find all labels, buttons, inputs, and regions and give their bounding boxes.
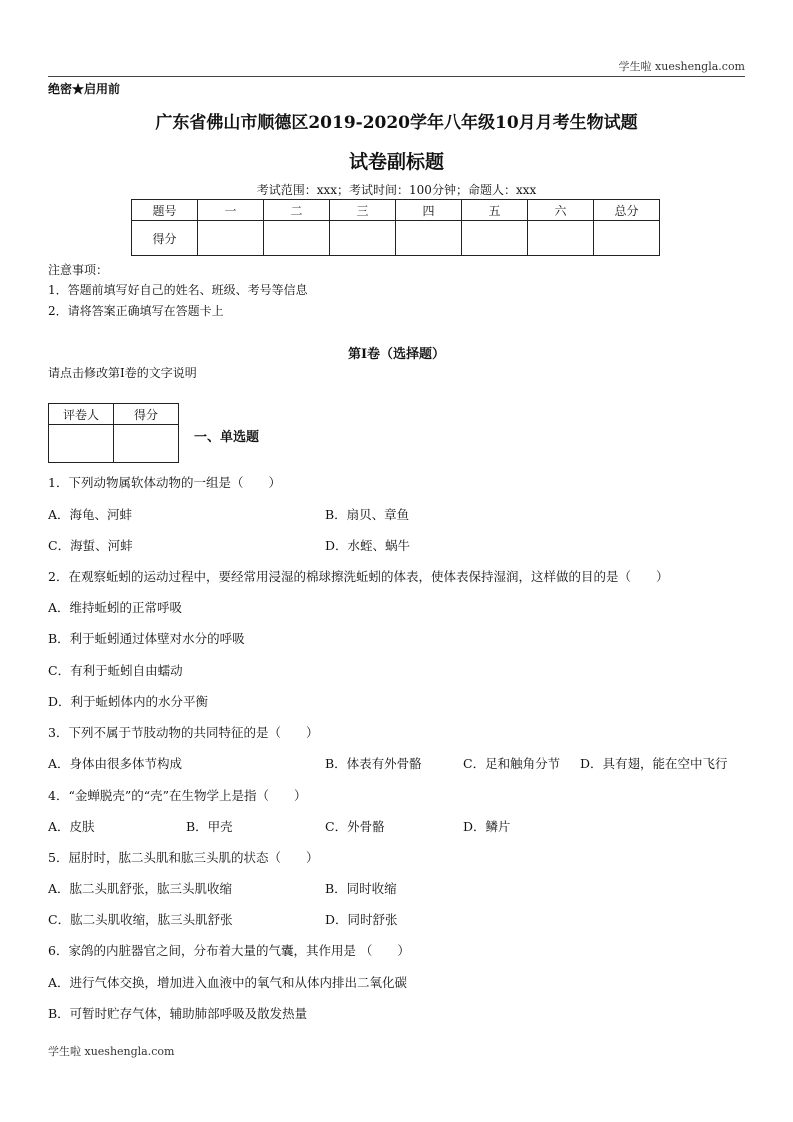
- score-cell: [198, 221, 264, 256]
- question-option: C．海蜇、河蚌: [48, 538, 133, 553]
- question-option: C．足和触角分节: [463, 756, 561, 771]
- question-stem: 1．下列动物属软体动物的一组是（ ）: [48, 475, 281, 490]
- grader-header-cell: 得分: [114, 404, 179, 425]
- grader-cell: [49, 425, 114, 463]
- question-option: A．肱二头肌舒张，肱三头肌收缩: [48, 881, 233, 896]
- exam-info: 考试范围：xxx；考试时间：100分钟；命题人：xxx: [256, 183, 537, 197]
- score-table: [131, 199, 660, 256]
- header-site: 学生啦 xueshengla.com: [618, 60, 745, 73]
- score-header-cell: 题号: [132, 200, 198, 221]
- secret-mark: 绝密★启用前: [48, 82, 121, 96]
- grader-table: [48, 403, 179, 463]
- score-header-cell: 五: [462, 200, 528, 221]
- header-divider: [48, 76, 745, 77]
- score-header-cell: 一: [198, 200, 264, 221]
- note-item: 2．请将答案正确填写在答题卡上: [48, 304, 224, 318]
- question-option: D．水蛭、蜗牛: [325, 538, 411, 553]
- question-option: B．可暂时贮存气体，辅助肺部呼吸及散发热量: [48, 1006, 308, 1021]
- score-cell: [264, 221, 330, 256]
- score-cell: [528, 221, 594, 256]
- page-subtitle: 试卷副标题: [348, 151, 444, 173]
- grader-cell: [114, 425, 179, 463]
- score-cell: [396, 221, 462, 256]
- score-row-label: 得分: [132, 221, 198, 256]
- question-option: C．外骨骼: [325, 819, 385, 834]
- question-option: C．肱二头肌收缩，肱三头肌舒张: [48, 912, 233, 927]
- question-stem: 2．在观察蚯蚓的运动过程中，要经常用浸湿的棉球擦洗蚯蚓的体表，使体表保持湿润，这样做的目的是（ ）: [48, 569, 669, 584]
- score-header-cell: 六: [528, 200, 594, 221]
- question-stem: 5．屈肘时，肱二头肌和肱三头肌的状态（ ）: [48, 850, 319, 865]
- score-header-cell: 三: [330, 200, 396, 221]
- score-cell: [594, 221, 660, 256]
- question-stem: 4．“金蝉脱壳”的“壳”在生物学上是指（ ）: [48, 788, 307, 803]
- question-option: A．身体由很多体节构成: [48, 756, 183, 771]
- question-stem: 6．家鸽的内脏器官之间，分布着大量的气囊，其作用是 （ ）: [48, 943, 410, 958]
- question-option: B．体表有外骨骼: [325, 756, 422, 771]
- question-option: A．海龟、河蚌: [48, 507, 133, 522]
- question-option: D．具有翅，能在空中飞行: [580, 756, 728, 771]
- score-cell: [330, 221, 396, 256]
- part-title: 第I卷（选择题）: [347, 347, 446, 362]
- score-header-cell: 总分: [594, 200, 660, 221]
- question-option: B．扇贝、章鱼: [325, 507, 410, 522]
- question-stem: 3．下列不属于节肢动物的共同特征的是（ ）: [48, 725, 319, 740]
- question-option: D．同时舒张: [325, 912, 398, 927]
- score-header-cell: 二: [264, 200, 330, 221]
- question-option: D．鳞片: [463, 819, 511, 834]
- question-option: B．同时收缩: [325, 881, 397, 896]
- page-title: 广东省佛山市顺德区2019-2020学年八年级10月月考生物试题: [155, 113, 638, 133]
- question-option: A．进行气体交换，增加进入血液中的氧气和从体内排出二氧化碳: [48, 975, 408, 990]
- notes-title: 注意事项：: [48, 263, 109, 277]
- question-option: B．利于蚯蚓通过体壁对水分的呼吸: [48, 631, 245, 646]
- score-header-cell: 四: [396, 200, 462, 221]
- question-option: C．有利于蚯蚓自由蠕动: [48, 663, 183, 678]
- note-item: 1．答题前填写好自己的姓名、班级、考号等信息: [48, 283, 308, 297]
- section-title: 一、单选题: [194, 430, 260, 445]
- question-option: B．甲壳: [186, 819, 233, 834]
- question-option: A．皮肤: [48, 819, 95, 834]
- question-option: A．维持蚯蚓的正常呼吸: [48, 600, 183, 615]
- question-option: D．利于蚯蚓体内的水分平衡: [48, 694, 209, 709]
- part-description: 请点击修改第I卷的文字说明: [48, 366, 197, 380]
- footer-site: 学生啦 xueshengla.com: [48, 1045, 175, 1058]
- grader-header-cell: 评卷人: [49, 404, 114, 425]
- score-cell: [462, 221, 528, 256]
